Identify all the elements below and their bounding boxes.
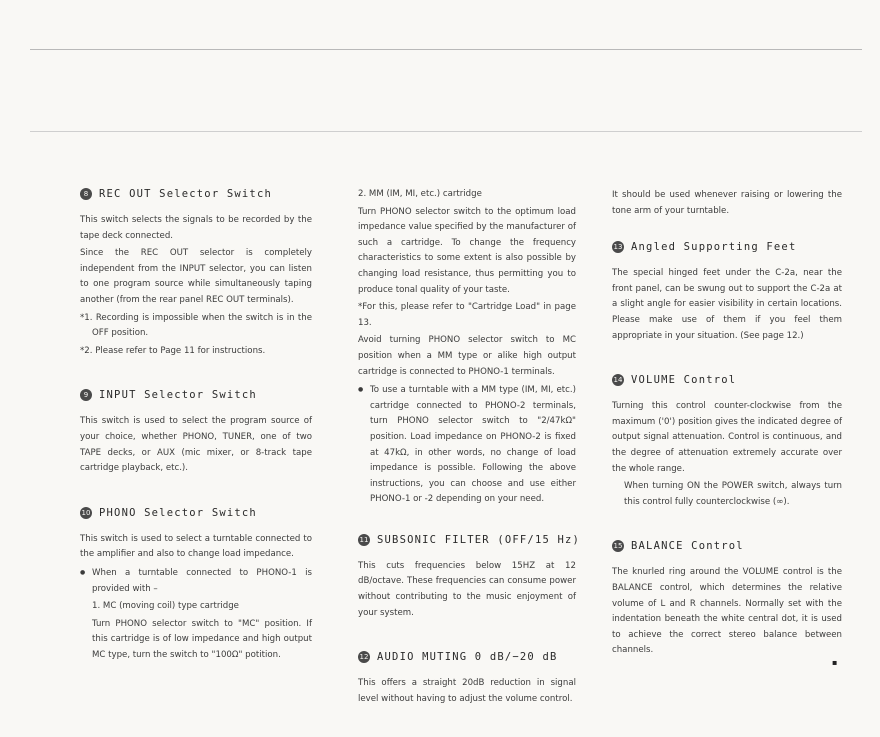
section-balance (612, 540, 842, 659)
section-title: REC OUT Selector Switch (99, 188, 272, 200)
section-heading (612, 374, 842, 386)
sub-item: 2. MM (IM, MI, etc.) cartridge (358, 189, 482, 199)
section-subsonic (358, 533, 581, 621)
paragraph: The knurled ring around the VOLUME control is the BALANCE control, which determines the relative volume of L and R channels. Normally set with the indentation beneath the white central dot, it is used to achieve the correct stereo balance between channels. (612, 567, 842, 656)
section-feet (612, 241, 842, 344)
section-number-badge: 9 (80, 389, 92, 401)
section-phono (80, 507, 312, 664)
section-number-badge: 12 (359, 653, 369, 662)
paragraph: Turn PHONO selector switch to the optimum load impedance value specified by the manufacturer of such a cartridge. To change the frequency characteristics to some extent is also possible by changing load resistance, thus permitting you to produce tonal quality of your taste. (358, 206, 576, 295)
section-heading (612, 540, 842, 552)
section-heading (358, 651, 576, 663)
note: *2. Please refer to Page 11 for instructions. (80, 345, 266, 356)
page-corner-mark: ▪ (832, 658, 838, 667)
paragraph: This switch is used to select a turntable connected to the amplifier and also to change load impedance. (80, 533, 312, 560)
paragraph: This switch is used to select the program source of your choice, whether PHONO, TUNER, one of two TAPE decks, or AUX (mic mixer, or 8-track tape cartridge playback, etc.). (80, 416, 312, 474)
sub-item: 1. MC (moving coil) type cartridge (92, 601, 239, 612)
column-2 (358, 188, 581, 737)
paragraph: When turning ON the POWER switch, always turn this control fully counterclockwise (∞). (624, 481, 842, 507)
bullet-item: ● To use a turntable with a MM type (IM, MI, etc.) cartridge connected to PHONO-2 terminals, turn PHONO selector switch to "2/47kΩ" position. Load impedance on PHONO-2 is fixed at 47kΩ, in other words, no change of load impedance is possible. Following the above instructions, you can choose and use either PHONO-1 or -2 depending on your need. (358, 382, 576, 508)
section-title: AUDIO MUTING 0 dB/−20 dB (377, 651, 558, 664)
paragraph: The special hinged feet under the C-2a, near the front panel, can be swung out to support the C-2a at a slight angle for easier visibility in certain locations. Please make use of them if you feel them appropriate in your situation. (See page 12.) (612, 268, 842, 341)
section-heading (80, 188, 312, 200)
section-muting (358, 651, 576, 707)
paragraph: This switch selects the signals to be recorded by the tape deck connected. (80, 215, 312, 241)
column-3 (612, 188, 842, 689)
section-heading (358, 533, 581, 546)
paragraph: Since the REC OUT selector is completely independent from the INPUT selector, you can listen to one program source while simultaneously taping another (from the rear panel REC OUT terminals). (80, 248, 312, 305)
paragraph: This cuts frequencies below 15HZ at 12 dB/octave. These frequencies can consume power without contributing to the music enjoyment of your system. (358, 560, 576, 618)
column-1 (80, 188, 312, 693)
section-number-badge: 11 (359, 535, 369, 544)
section-title: SUBSONIC FILTER (OFF/15 Hz) (377, 533, 581, 546)
sub-item: Turn PHONO selector switch to "MC" position. If this cartridge is of low impedance and high output MC type, turn the switch to "100Ω" potition. (92, 618, 312, 660)
section-heading (80, 507, 312, 519)
section-heading (80, 389, 312, 401)
note: *1. Recording is impossible when the switch is in the OFF position. (80, 312, 312, 339)
paragraph: Avoid turning PHONO selector switch to MC position when a MM type or alike high output cartridge is connected to PHONO-1 terminals. (358, 335, 576, 377)
section-number-badge: 13 (613, 243, 623, 252)
section-title: PHONO Selector Switch (99, 506, 257, 519)
bullet-item: ● When a turntable connected to PHONO-1 is provided with – (80, 565, 312, 597)
section-number-badge: 8 (80, 188, 92, 200)
top-rule (30, 49, 862, 50)
section-number-badge: 10 (81, 508, 91, 517)
section-number-badge: 15 (613, 542, 623, 551)
note: *For this, please refer to "Cartridge Load" in page 13. (358, 302, 576, 328)
section-title: INPUT Selector Switch (99, 389, 257, 402)
paragraph: Turning this control counter-clockwise from the maximum ('0') position gives the indicated degree of output signal attenuation. Control is continuous, and the degree of attenuation extremely accurate over the whole range. (612, 401, 842, 474)
section-volume (612, 374, 842, 510)
paragraph: This offers a straight 20dB reduction in signal level without having to adjust the volume control. (358, 678, 576, 704)
section-title: VOLUME Control (631, 374, 737, 387)
section-number-badge: 14 (613, 376, 623, 385)
paragraph: It should be used whenever raising or lowering the tone arm of your turntable. (612, 190, 842, 216)
section-title: Angled Supporting Feet (631, 241, 797, 254)
section-heading (612, 241, 842, 253)
section-rec-out (80, 188, 312, 359)
second-rule (30, 131, 862, 132)
section-input (80, 389, 312, 476)
section-title: BALANCE Control (631, 540, 744, 553)
